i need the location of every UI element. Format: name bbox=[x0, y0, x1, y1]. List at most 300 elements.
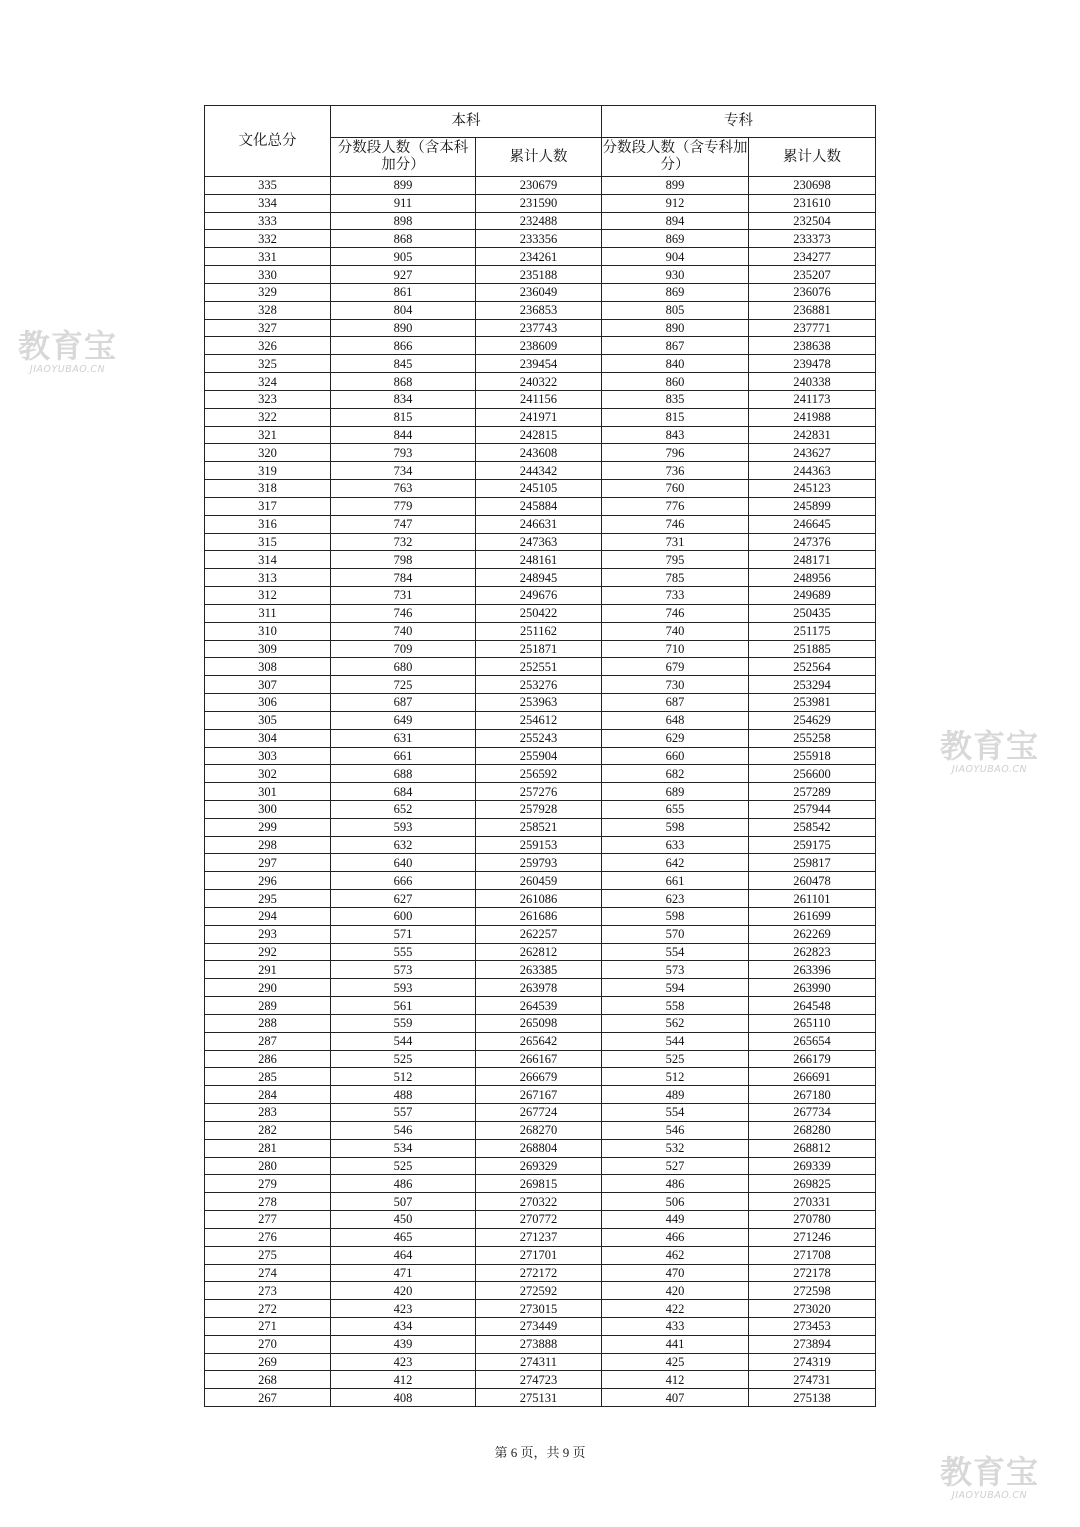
table-row bbox=[205, 1157, 876, 1175]
cell-zk-cumulative: 259817 bbox=[749, 854, 876, 872]
table-row bbox=[205, 1121, 876, 1139]
cell-zk-segment-count: 867 bbox=[602, 337, 749, 355]
cell-total-score: 330 bbox=[205, 266, 331, 284]
header-zk-cumulative: 累计人数 bbox=[749, 138, 876, 177]
table-row bbox=[205, 907, 876, 925]
table-row bbox=[205, 515, 876, 533]
cell-bk-segment-count: 632 bbox=[331, 836, 476, 854]
cell-bk-segment-count: 834 bbox=[331, 390, 476, 408]
cell-total-score: 276 bbox=[205, 1228, 331, 1246]
table-row bbox=[205, 551, 876, 569]
cell-zk-segment-count: 796 bbox=[602, 444, 749, 462]
cell-bk-segment-count: 740 bbox=[331, 622, 476, 640]
cell-total-score: 311 bbox=[205, 604, 331, 622]
cell-bk-segment-count: 868 bbox=[331, 373, 476, 391]
table-row bbox=[205, 604, 876, 622]
cell-bk-cumulative: 248161 bbox=[476, 551, 602, 569]
cell-zk-cumulative: 273453 bbox=[749, 1318, 876, 1336]
cell-bk-segment-count: 684 bbox=[331, 783, 476, 801]
cell-bk-cumulative: 236049 bbox=[476, 283, 602, 301]
cell-total-score: 319 bbox=[205, 462, 331, 480]
cell-total-score: 286 bbox=[205, 1050, 331, 1068]
cell-bk-segment-count: 593 bbox=[331, 979, 476, 997]
table-row bbox=[205, 1068, 876, 1086]
cell-bk-cumulative: 246631 bbox=[476, 515, 602, 533]
cell-zk-segment-count: 860 bbox=[602, 373, 749, 391]
watermark-cn: 教育宝 bbox=[18, 327, 118, 365]
cell-zk-cumulative: 251885 bbox=[749, 640, 876, 658]
cell-zk-segment-count: 835 bbox=[602, 390, 749, 408]
cell-bk-segment-count: 898 bbox=[331, 212, 476, 230]
table-row bbox=[205, 1050, 876, 1068]
cell-total-score: 301 bbox=[205, 783, 331, 801]
cell-total-score: 287 bbox=[205, 1032, 331, 1050]
cell-bk-cumulative: 275131 bbox=[476, 1389, 602, 1407]
cell-zk-cumulative: 233373 bbox=[749, 230, 876, 248]
cell-zk-segment-count: 425 bbox=[602, 1353, 749, 1371]
cell-zk-segment-count: 449 bbox=[602, 1211, 749, 1229]
cell-total-score: 312 bbox=[205, 587, 331, 605]
cell-zk-cumulative: 250435 bbox=[749, 604, 876, 622]
cell-total-score: 300 bbox=[205, 800, 331, 818]
cell-bk-cumulative: 241971 bbox=[476, 408, 602, 426]
cell-bk-segment-count: 593 bbox=[331, 818, 476, 836]
cell-bk-cumulative: 242815 bbox=[476, 426, 602, 444]
table-row bbox=[205, 390, 876, 408]
table-row bbox=[205, 872, 876, 890]
cell-bk-segment-count: 439 bbox=[331, 1335, 476, 1353]
table-row bbox=[205, 426, 876, 444]
cell-bk-cumulative: 234261 bbox=[476, 248, 602, 266]
table-row bbox=[205, 979, 876, 997]
cell-zk-segment-count: 840 bbox=[602, 355, 749, 373]
table-header bbox=[205, 106, 876, 177]
cell-total-score: 293 bbox=[205, 925, 331, 943]
cell-zk-cumulative: 268812 bbox=[749, 1139, 876, 1157]
table-row bbox=[205, 337, 876, 355]
table-body bbox=[205, 177, 876, 1407]
cell-zk-cumulative: 272598 bbox=[749, 1282, 876, 1300]
cell-total-score: 290 bbox=[205, 979, 331, 997]
cell-bk-cumulative: 236853 bbox=[476, 301, 602, 319]
cell-total-score: 326 bbox=[205, 337, 331, 355]
cell-total-score: 314 bbox=[205, 551, 331, 569]
page-number: 第 6 页，共 9 页 bbox=[494, 1445, 586, 1460]
cell-bk-segment-count: 725 bbox=[331, 676, 476, 694]
cell-bk-segment-count: 640 bbox=[331, 854, 476, 872]
table-row bbox=[205, 729, 876, 747]
cell-zk-cumulative: 241988 bbox=[749, 408, 876, 426]
cell-bk-cumulative: 233356 bbox=[476, 230, 602, 248]
cell-total-score: 334 bbox=[205, 194, 331, 212]
cell-total-score: 272 bbox=[205, 1300, 331, 1318]
cell-zk-segment-count: 532 bbox=[602, 1139, 749, 1157]
watermark-en: JIAOYUBAO.CN bbox=[29, 364, 106, 375]
table-row bbox=[205, 1228, 876, 1246]
cell-zk-segment-count: 633 bbox=[602, 836, 749, 854]
cell-bk-cumulative: 253276 bbox=[476, 676, 602, 694]
cell-bk-cumulative: 231590 bbox=[476, 194, 602, 212]
cell-zk-cumulative: 262269 bbox=[749, 925, 876, 943]
table-row bbox=[205, 1193, 876, 1211]
cell-total-score: 280 bbox=[205, 1157, 331, 1175]
cell-total-score: 284 bbox=[205, 1086, 331, 1104]
cell-zk-segment-count: 746 bbox=[602, 604, 749, 622]
cell-bk-segment-count: 525 bbox=[331, 1050, 476, 1068]
cell-zk-cumulative: 244363 bbox=[749, 462, 876, 480]
cell-zk-segment-count: 486 bbox=[602, 1175, 749, 1193]
cell-zk-cumulative: 256600 bbox=[749, 765, 876, 783]
cell-bk-segment-count: 927 bbox=[331, 266, 476, 284]
cell-total-score: 328 bbox=[205, 301, 331, 319]
header-bk-segment-count: 分数段人数（含本科加分） bbox=[331, 138, 476, 177]
cell-zk-segment-count: 512 bbox=[602, 1068, 749, 1086]
cell-zk-cumulative: 253294 bbox=[749, 676, 876, 694]
cell-zk-cumulative: 255918 bbox=[749, 747, 876, 765]
table-row bbox=[205, 694, 876, 712]
cell-bk-cumulative: 265098 bbox=[476, 1014, 602, 1032]
cell-zk-cumulative: 257289 bbox=[749, 783, 876, 801]
cell-total-score: 321 bbox=[205, 426, 331, 444]
cell-zk-segment-count: 687 bbox=[602, 694, 749, 712]
cell-zk-cumulative: 255258 bbox=[749, 729, 876, 747]
cell-bk-segment-count: 680 bbox=[331, 658, 476, 676]
cell-bk-segment-count: 573 bbox=[331, 961, 476, 979]
cell-total-score: 323 bbox=[205, 390, 331, 408]
table-row bbox=[205, 1389, 876, 1407]
cell-total-score: 302 bbox=[205, 765, 331, 783]
table-row bbox=[205, 355, 876, 373]
table-row bbox=[205, 1086, 876, 1104]
cell-zk-cumulative: 267734 bbox=[749, 1104, 876, 1122]
cell-zk-cumulative: 274319 bbox=[749, 1353, 876, 1371]
cell-bk-cumulative: 269815 bbox=[476, 1175, 602, 1193]
table-row bbox=[205, 854, 876, 872]
cell-zk-cumulative: 265654 bbox=[749, 1032, 876, 1050]
cell-zk-segment-count: 544 bbox=[602, 1032, 749, 1050]
cell-zk-cumulative: 247376 bbox=[749, 533, 876, 551]
cell-bk-segment-count: 507 bbox=[331, 1193, 476, 1211]
table-row bbox=[205, 569, 876, 587]
cell-bk-cumulative: 263978 bbox=[476, 979, 602, 997]
table-row bbox=[205, 961, 876, 979]
cell-zk-segment-count: 623 bbox=[602, 890, 749, 908]
table-row bbox=[205, 800, 876, 818]
cell-bk-cumulative: 232488 bbox=[476, 212, 602, 230]
cell-bk-cumulative: 259793 bbox=[476, 854, 602, 872]
cell-bk-cumulative: 274311 bbox=[476, 1353, 602, 1371]
cell-bk-cumulative: 267167 bbox=[476, 1086, 602, 1104]
cell-total-score: 308 bbox=[205, 658, 331, 676]
cell-zk-segment-count: 785 bbox=[602, 569, 749, 587]
cell-total-score: 313 bbox=[205, 569, 331, 587]
cell-bk-segment-count: 465 bbox=[331, 1228, 476, 1246]
cell-bk-segment-count: 512 bbox=[331, 1068, 476, 1086]
cell-bk-cumulative: 248945 bbox=[476, 569, 602, 587]
cell-bk-cumulative: 235188 bbox=[476, 266, 602, 284]
cell-total-score: 318 bbox=[205, 480, 331, 498]
table-row bbox=[205, 319, 876, 337]
cell-bk-segment-count: 627 bbox=[331, 890, 476, 908]
cell-zk-cumulative: 272178 bbox=[749, 1264, 876, 1282]
table-row bbox=[205, 1139, 876, 1157]
cell-bk-cumulative: 247363 bbox=[476, 533, 602, 551]
table-row bbox=[205, 676, 876, 694]
cell-zk-cumulative: 261101 bbox=[749, 890, 876, 908]
cell-total-score: 320 bbox=[205, 444, 331, 462]
cell-total-score: 273 bbox=[205, 1282, 331, 1300]
cell-bk-cumulative: 240322 bbox=[476, 373, 602, 391]
table-row bbox=[205, 1211, 876, 1229]
cell-zk-cumulative: 271708 bbox=[749, 1246, 876, 1264]
cell-zk-cumulative: 241173 bbox=[749, 390, 876, 408]
cell-bk-cumulative: 270772 bbox=[476, 1211, 602, 1229]
cell-zk-cumulative: 231610 bbox=[749, 194, 876, 212]
cell-zk-segment-count: 573 bbox=[602, 961, 749, 979]
cell-zk-segment-count: 554 bbox=[602, 1104, 749, 1122]
cell-bk-cumulative: 254612 bbox=[476, 711, 602, 729]
cell-bk-segment-count: 534 bbox=[331, 1139, 476, 1157]
cell-bk-segment-count: 734 bbox=[331, 462, 476, 480]
cell-bk-segment-count: 471 bbox=[331, 1264, 476, 1282]
cell-bk-cumulative: 259153 bbox=[476, 836, 602, 854]
cell-zk-cumulative: 248171 bbox=[749, 551, 876, 569]
table-row bbox=[205, 925, 876, 943]
cell-bk-segment-count: 559 bbox=[331, 1014, 476, 1032]
cell-total-score: 283 bbox=[205, 1104, 331, 1122]
cell-zk-segment-count: 682 bbox=[602, 765, 749, 783]
cell-bk-segment-count: 747 bbox=[331, 515, 476, 533]
cell-total-score: 285 bbox=[205, 1068, 331, 1086]
cell-bk-segment-count: 709 bbox=[331, 640, 476, 658]
cell-zk-segment-count: 466 bbox=[602, 1228, 749, 1246]
cell-bk-segment-count: 746 bbox=[331, 604, 476, 622]
cell-bk-segment-count: 784 bbox=[331, 569, 476, 587]
cell-zk-segment-count: 441 bbox=[602, 1335, 749, 1353]
cell-total-score: 269 bbox=[205, 1353, 331, 1371]
cell-zk-cumulative: 234277 bbox=[749, 248, 876, 266]
cell-bk-segment-count: 464 bbox=[331, 1246, 476, 1264]
table-row bbox=[205, 266, 876, 284]
table-row bbox=[205, 230, 876, 248]
table-row bbox=[205, 587, 876, 605]
cell-total-score: 299 bbox=[205, 818, 331, 836]
cell-bk-segment-count: 557 bbox=[331, 1104, 476, 1122]
table-row bbox=[205, 711, 876, 729]
cell-zk-segment-count: 506 bbox=[602, 1193, 749, 1211]
table-row bbox=[205, 373, 876, 391]
cell-bk-segment-count: 649 bbox=[331, 711, 476, 729]
cell-bk-segment-count: 423 bbox=[331, 1300, 476, 1318]
cell-bk-cumulative: 253963 bbox=[476, 694, 602, 712]
cell-total-score: 332 bbox=[205, 230, 331, 248]
cell-zk-segment-count: 660 bbox=[602, 747, 749, 765]
table-row bbox=[205, 1353, 876, 1371]
cell-bk-cumulative: 261086 bbox=[476, 890, 602, 908]
table-row bbox=[205, 194, 876, 212]
cell-total-score: 289 bbox=[205, 997, 331, 1015]
cell-bk-segment-count: 731 bbox=[331, 587, 476, 605]
cell-zk-cumulative: 232504 bbox=[749, 212, 876, 230]
cell-zk-segment-count: 570 bbox=[602, 925, 749, 943]
cell-bk-cumulative: 274723 bbox=[476, 1371, 602, 1389]
cell-zk-cumulative: 248956 bbox=[749, 569, 876, 587]
cell-bk-cumulative: 243608 bbox=[476, 444, 602, 462]
cell-zk-cumulative: 266179 bbox=[749, 1050, 876, 1068]
table-row bbox=[205, 248, 876, 266]
score-distribution-table bbox=[204, 105, 876, 1407]
cell-total-score: 281 bbox=[205, 1139, 331, 1157]
cell-total-score: 335 bbox=[205, 177, 331, 195]
cell-bk-cumulative: 273015 bbox=[476, 1300, 602, 1318]
cell-total-score: 298 bbox=[205, 836, 331, 854]
table-row bbox=[205, 622, 876, 640]
cell-bk-cumulative: 244342 bbox=[476, 462, 602, 480]
cell-zk-cumulative: 235207 bbox=[749, 266, 876, 284]
cell-bk-cumulative: 239454 bbox=[476, 355, 602, 373]
cell-zk-segment-count: 899 bbox=[602, 177, 749, 195]
cell-zk-cumulative: 245123 bbox=[749, 480, 876, 498]
cell-bk-cumulative: 266167 bbox=[476, 1050, 602, 1068]
cell-total-score: 317 bbox=[205, 497, 331, 515]
cell-bk-segment-count: 555 bbox=[331, 943, 476, 961]
cell-bk-cumulative: 255904 bbox=[476, 747, 602, 765]
cell-zk-cumulative: 262823 bbox=[749, 943, 876, 961]
cell-bk-cumulative: 261686 bbox=[476, 907, 602, 925]
cell-zk-segment-count: 422 bbox=[602, 1300, 749, 1318]
cell-bk-cumulative: 230679 bbox=[476, 177, 602, 195]
cell-zk-segment-count: 795 bbox=[602, 551, 749, 569]
cell-bk-segment-count: 561 bbox=[331, 997, 476, 1015]
cell-zk-cumulative: 243627 bbox=[749, 444, 876, 462]
header-group-benke: 本科 bbox=[331, 106, 602, 138]
cell-zk-segment-count: 655 bbox=[602, 800, 749, 818]
cell-zk-cumulative: 236076 bbox=[749, 283, 876, 301]
cell-bk-segment-count: 911 bbox=[331, 194, 476, 212]
cell-zk-segment-count: 562 bbox=[602, 1014, 749, 1032]
cell-zk-segment-count: 746 bbox=[602, 515, 749, 533]
cell-bk-cumulative: 271237 bbox=[476, 1228, 602, 1246]
cell-zk-segment-count: 554 bbox=[602, 943, 749, 961]
cell-bk-segment-count: 666 bbox=[331, 872, 476, 890]
cell-bk-cumulative: 273449 bbox=[476, 1318, 602, 1336]
table-row bbox=[205, 462, 876, 480]
cell-bk-cumulative: 263385 bbox=[476, 961, 602, 979]
cell-total-score: 329 bbox=[205, 283, 331, 301]
cell-bk-segment-count: 434 bbox=[331, 1318, 476, 1336]
cell-bk-segment-count: 798 bbox=[331, 551, 476, 569]
cell-total-score: 303 bbox=[205, 747, 331, 765]
table-row bbox=[205, 818, 876, 836]
cell-zk-segment-count: 760 bbox=[602, 480, 749, 498]
cell-total-score: 315 bbox=[205, 533, 331, 551]
cell-zk-cumulative: 269339 bbox=[749, 1157, 876, 1175]
cell-total-score: 295 bbox=[205, 890, 331, 908]
cell-zk-segment-count: 420 bbox=[602, 1282, 749, 1300]
cell-zk-segment-count: 731 bbox=[602, 533, 749, 551]
cell-zk-cumulative: 271246 bbox=[749, 1228, 876, 1246]
table-row bbox=[205, 765, 876, 783]
cell-bk-cumulative: 271701 bbox=[476, 1246, 602, 1264]
cell-total-score: 324 bbox=[205, 373, 331, 391]
cell-bk-cumulative: 251162 bbox=[476, 622, 602, 640]
cell-zk-segment-count: 594 bbox=[602, 979, 749, 997]
cell-total-score: 325 bbox=[205, 355, 331, 373]
cell-zk-cumulative: 270780 bbox=[749, 1211, 876, 1229]
cell-zk-cumulative: 254629 bbox=[749, 711, 876, 729]
cell-total-score: 310 bbox=[205, 622, 331, 640]
header-bk-cumulative: 累计人数 bbox=[476, 138, 602, 177]
cell-bk-cumulative: 267724 bbox=[476, 1104, 602, 1122]
cell-bk-segment-count: 450 bbox=[331, 1211, 476, 1229]
cell-total-score: 304 bbox=[205, 729, 331, 747]
table-row bbox=[205, 212, 876, 230]
table-row bbox=[205, 997, 876, 1015]
cell-bk-cumulative: 245105 bbox=[476, 480, 602, 498]
cell-zk-segment-count: 776 bbox=[602, 497, 749, 515]
cell-bk-cumulative: 262257 bbox=[476, 925, 602, 943]
cell-total-score: 274 bbox=[205, 1264, 331, 1282]
table-row bbox=[205, 1264, 876, 1282]
cell-zk-cumulative: 239478 bbox=[749, 355, 876, 373]
cell-zk-segment-count: 890 bbox=[602, 319, 749, 337]
cell-bk-segment-count: 844 bbox=[331, 426, 476, 444]
cell-bk-segment-count: 845 bbox=[331, 355, 476, 373]
cell-bk-cumulative: 255243 bbox=[476, 729, 602, 747]
table-row bbox=[205, 1014, 876, 1032]
table-row bbox=[205, 1371, 876, 1389]
cell-bk-cumulative: 249676 bbox=[476, 587, 602, 605]
cell-zk-segment-count: 904 bbox=[602, 248, 749, 266]
table-row bbox=[205, 783, 876, 801]
cell-zk-segment-count: 527 bbox=[602, 1157, 749, 1175]
cell-zk-cumulative: 251175 bbox=[749, 622, 876, 640]
cell-bk-cumulative: 257928 bbox=[476, 800, 602, 818]
cell-total-score: 322 bbox=[205, 408, 331, 426]
cell-zk-cumulative: 264548 bbox=[749, 997, 876, 1015]
cell-zk-cumulative: 252564 bbox=[749, 658, 876, 676]
cell-zk-segment-count: 733 bbox=[602, 587, 749, 605]
cell-zk-cumulative: 266691 bbox=[749, 1068, 876, 1086]
cell-bk-cumulative: 270322 bbox=[476, 1193, 602, 1211]
table-row bbox=[205, 1282, 876, 1300]
table-row bbox=[205, 640, 876, 658]
cell-zk-segment-count: 642 bbox=[602, 854, 749, 872]
cell-total-score: 331 bbox=[205, 248, 331, 266]
cell-total-score: 292 bbox=[205, 943, 331, 961]
cell-total-score: 277 bbox=[205, 1211, 331, 1229]
cell-bk-segment-count: 661 bbox=[331, 747, 476, 765]
watermark-logo bbox=[940, 728, 1039, 775]
cell-bk-cumulative: 250422 bbox=[476, 604, 602, 622]
cell-bk-segment-count: 779 bbox=[331, 497, 476, 515]
cell-total-score: 327 bbox=[205, 319, 331, 337]
cell-bk-segment-count: 763 bbox=[331, 480, 476, 498]
cell-zk-cumulative: 253981 bbox=[749, 694, 876, 712]
cell-zk-segment-count: 598 bbox=[602, 818, 749, 836]
cell-zk-segment-count: 843 bbox=[602, 426, 749, 444]
cell-bk-cumulative: 245884 bbox=[476, 497, 602, 515]
cell-bk-segment-count: 546 bbox=[331, 1121, 476, 1139]
cell-zk-cumulative: 249689 bbox=[749, 587, 876, 605]
cell-zk-cumulative: 273894 bbox=[749, 1335, 876, 1353]
cell-zk-cumulative: 265110 bbox=[749, 1014, 876, 1032]
cell-total-score: 282 bbox=[205, 1121, 331, 1139]
cell-bk-segment-count: 488 bbox=[331, 1086, 476, 1104]
cell-total-score: 297 bbox=[205, 854, 331, 872]
cell-zk-cumulative: 269825 bbox=[749, 1175, 876, 1193]
cell-bk-segment-count: 815 bbox=[331, 408, 476, 426]
